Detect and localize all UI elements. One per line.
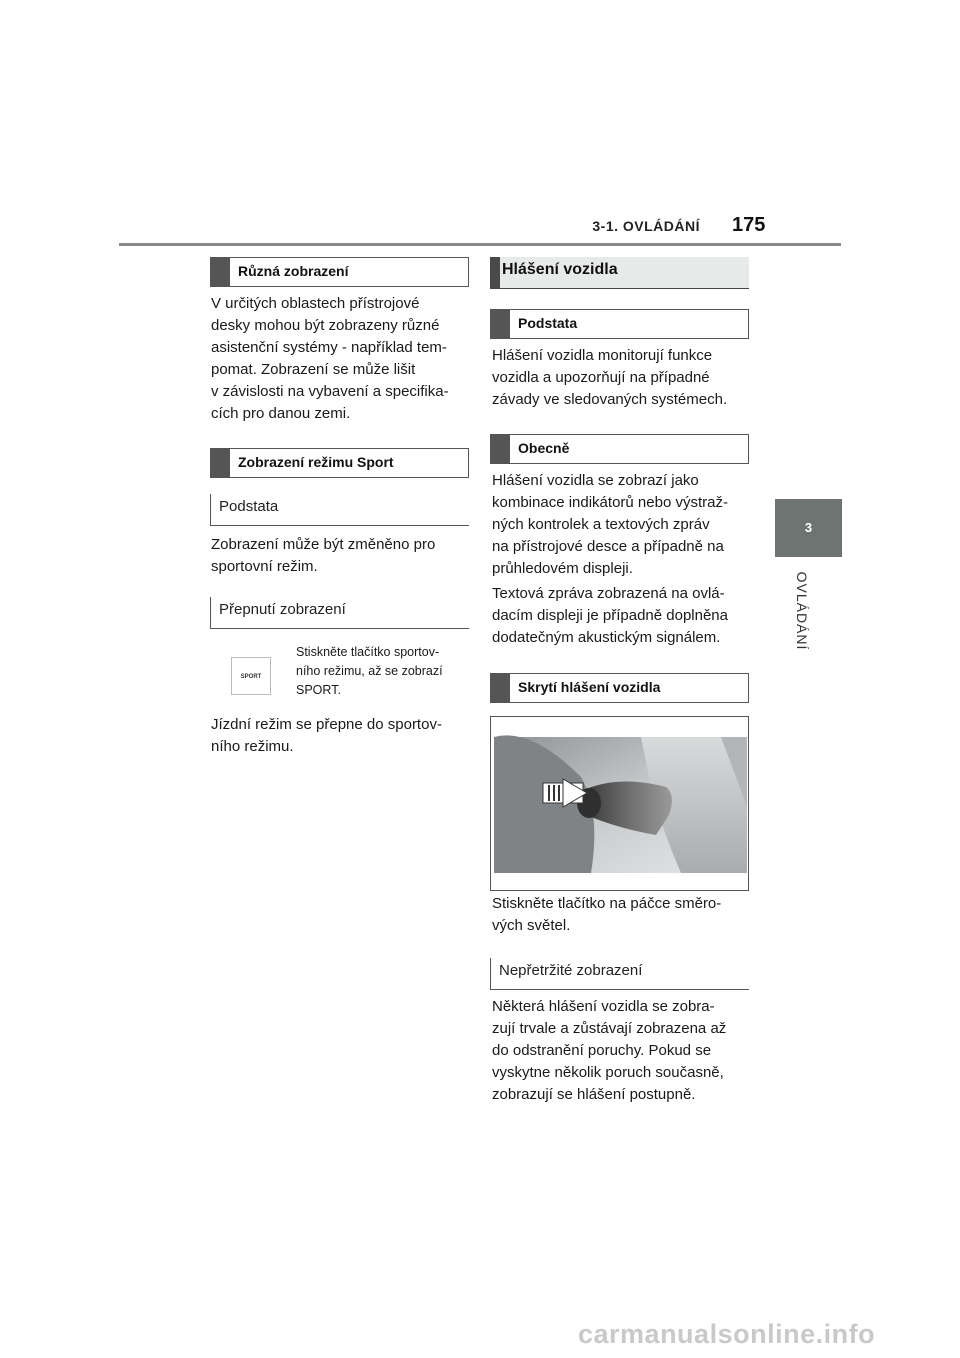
text-line: dacím displeji je případně doplněna xyxy=(492,607,728,624)
heading-ruzna-zobrazeni xyxy=(210,257,469,287)
text-line: asistenční systémy - například tem- xyxy=(211,339,447,356)
text-line: ního režimu, až se zobrazí xyxy=(296,664,443,678)
text-line: Jízdní režim se přepne do sportov- xyxy=(211,716,442,733)
text-line: Hlášení vozidla se zobrazí jako xyxy=(492,472,699,489)
text-line: vozidla a upozorňují na případné xyxy=(492,369,710,386)
paragraph-skryti xyxy=(492,893,754,937)
text-line: průhledovém displeji. xyxy=(492,560,633,577)
text-line: ných kontrolek a textových zpráv xyxy=(492,516,710,533)
heading-obecne xyxy=(490,434,749,464)
chapter-side-label: OVLÁDÁNÍ xyxy=(794,571,810,651)
text-line: kombinace indikátorů nebo výstraž- xyxy=(492,494,728,511)
paragraph-sport xyxy=(211,534,473,578)
text-line: závady ve sledovaných systémech. xyxy=(492,391,728,408)
text-line: v závislosti na vybavení a specifika- xyxy=(211,383,449,400)
text-line: pomat. Zobrazení se může lišit xyxy=(211,361,416,378)
text-line: Zobrazení může být změněno pro xyxy=(211,536,436,553)
heading-text: Různá zobrazení xyxy=(238,263,349,279)
paragraph-obecne-1 xyxy=(492,470,754,580)
heading-text: Obecně xyxy=(518,440,570,456)
subheading-text: Podstata xyxy=(219,498,279,515)
text-line: do odstranění poruchy. Pokud se xyxy=(492,1042,712,1059)
text-line: V určitých oblastech přístrojové xyxy=(211,295,420,312)
heading-text: Hlášení vozidla xyxy=(502,261,618,278)
heading-rezim-sport xyxy=(210,448,469,478)
turn-signal-lever-illustration xyxy=(490,716,749,891)
paragraph-result xyxy=(211,714,473,758)
subheading-podstata xyxy=(210,494,469,526)
text-line: dodatečným akustickým signálem. xyxy=(492,629,721,646)
subheading-text: Přepnutí zobrazení xyxy=(219,601,346,618)
text-line: ního režimu. xyxy=(211,738,294,755)
heading-hlaseni-vozidla xyxy=(490,257,749,289)
text-line: Stiskněte tlačítko sportov- xyxy=(296,645,440,659)
text-line: zobrazují se hlášení postupně. xyxy=(492,1086,696,1103)
text-line: vyskytne několik poruch současně, xyxy=(492,1064,724,1081)
text-line: SPORT. xyxy=(296,683,341,697)
heading-skryti xyxy=(490,673,749,703)
paragraph-ruzna xyxy=(211,293,473,425)
heading-text: Podstata xyxy=(518,315,578,331)
chapter-tab: 3 xyxy=(775,499,842,557)
sport-button-icon: SPORT xyxy=(231,657,271,695)
section-title: 3-1. OVLÁDÁNÍ xyxy=(592,218,700,234)
text-line: Textová zpráva zobrazená na ovlá- xyxy=(492,585,725,602)
header-divider xyxy=(119,243,841,246)
text-line: sportovní režim. xyxy=(211,558,318,575)
heading-text: Zobrazení režimu Sport xyxy=(238,454,394,470)
text-line: vých světel. xyxy=(492,917,571,934)
text-line: Hlášení vozidla monitorují funkce xyxy=(492,347,713,364)
text-line: Stiskněte tlačítko na páčce směro- xyxy=(492,895,722,912)
lever-image xyxy=(491,717,749,891)
text-line: Některá hlášení vozidla se zobra- xyxy=(492,998,715,1015)
paragraph-obecne-2 xyxy=(492,583,754,649)
heading-text: Skrytí hlášení vozidla xyxy=(518,679,661,695)
watermark: carmanualsonline.info xyxy=(578,1319,876,1349)
subheading-text: Nepřetržité zobrazení xyxy=(499,962,643,979)
paragraph-nepretrzite xyxy=(492,996,754,1106)
text-line: zují trvale a zůstávají zobrazena až xyxy=(492,1020,727,1037)
text-line: desky mohou být zobrazeny různé xyxy=(211,317,440,334)
subheading-prepnuti xyxy=(210,597,469,629)
page-number: 175 xyxy=(732,214,766,236)
heading-podstata xyxy=(490,309,749,339)
text-line: cích pro danou zemi. xyxy=(211,405,351,422)
paragraph-podstata xyxy=(492,345,754,411)
subheading-nepretrzite xyxy=(490,958,749,990)
step-instruction xyxy=(296,643,476,700)
text-line: na přístrojové desce a případně na xyxy=(492,538,724,555)
